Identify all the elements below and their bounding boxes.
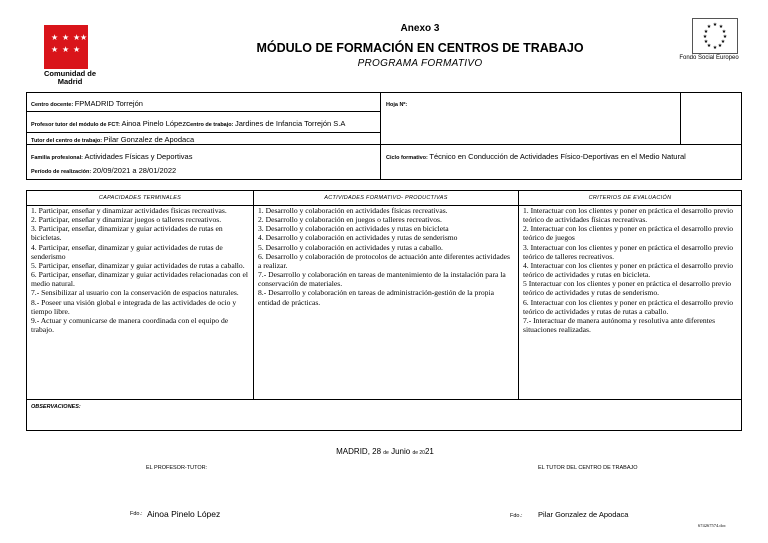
capacidades-list [31,206,249,334]
svg-text:★: ★ [712,22,718,28]
svg-text:★: ★ [717,43,723,49]
col-header-criterios: CRITERIOS DE EVALUACIÓN [588,195,672,201]
centro-docente-value: FPMADRID Torrejón [74,99,143,108]
profesor-value: Ainoa Pinelo López [121,119,187,128]
info-table [26,92,742,180]
profesor-label: Profesor tutor del módulo de FCT: [31,122,120,128]
actividad-item: 3. Desarrollo y colaboración en actividades y rutas en bicicleta [258,224,449,234]
actividad-item: 6. Desarrollo y colaboración de protocolos de actuación ante diferentes actividades a realizar. [258,251,510,270]
tutor-centro-row [31,135,194,144]
ciclo-row [386,152,686,161]
org-name: Comunidad de Madrid [43,69,97,86]
tutor-centro-value: Pilar Gonzalez de Apodaca [103,135,195,144]
criterio-item: 1. Interactuar con los clientes y poner en práctica el desarrollo previo teórico de actividades físicas recreativas. [523,206,734,225]
actividad-item: 7.- Desarrollo y colaboración en tareas de mantenimiento de la instalación para la conservación de materiales. [258,270,506,289]
fdo-label-2: Fdo.: [510,513,523,519]
criterio-item: 7.- Interactuar de manera autónoma y resolutiva ante diferentes situaciones realizadas. [523,315,716,335]
signer-tutor-name: Pilar Gonzalez de Apodaca [538,510,629,519]
svg-text:★: ★ [712,45,718,51]
capacidad-item: 1. Participar, enseñar y dinamizar actividades físicas recreativas. [31,206,227,215]
actividad-item: 8.- Desarrollo y colaboración en tareas de administración-gestión de la propia entidad de prácticas. [258,288,494,307]
observaciones-label: OBSERVACIONES: [31,404,81,410]
ciclo-value: Técnico en Conducción de Actividades Físico-Deportivas en el Medio Natural [429,152,686,161]
actividad-item: 5. Desarrollo y colaboración en actividades y rutas a caballo. [258,242,443,252]
criterio-item: 5 Interactuar con los clientes y poner en práctica el desarrollo previo teórico de actividades y rutas de senderismo. [523,279,732,298]
actividades-list [258,206,515,307]
date-de-2: de 20 [412,450,425,456]
profesor-row [31,119,345,128]
hoja-row [386,99,407,108]
capacidad-item: 3. Participar, enseñar, dinamizar y guiar actividades de rutas en bicicletas. [31,224,223,243]
eu-flag-icon [692,18,738,54]
actividad-item: 1. Desarrollo y colaboración en actividades físicas recreativas. [258,206,448,215]
svg-text:★: ★ [718,24,724,30]
tutor-centro-label: Tutor del centro de trabajo: [31,138,103,144]
capacidad-item: 9.- Actuar y comunicarse de manera coordinada con el equipo de trabajo. [31,315,229,335]
date-year: 21 [424,447,434,456]
periodo-row [31,166,176,175]
familia-value: Actividades Físicas y Deportivas [84,152,193,161]
capacidad-item: 5. Participar, enseñar, dinamizar y guiar actividades de rutas a caballo. [31,260,245,270]
criterios-list [523,206,738,334]
svg-text:★: ★ [703,29,709,35]
svg-text:★: ★ [720,39,726,45]
periodo-label: Período de realización: [31,169,92,175]
training-program-table [26,190,742,431]
actividad-item: 2. Desarrollo y colaboración en juegos o talleres recreativos. [258,215,442,225]
page-title: MÓDULO DE FORMACIÓN EN CENTROS DE TRABAJO [256,41,584,55]
svg-text:★: ★ [721,29,727,35]
date-de-1: de [383,450,389,456]
criterio-item: 2. Interactuar con los clientes y poner en práctica el desarrollo previo teórico de juegos [523,224,734,243]
capacidad-item: 7.- Sensibilizar al usuario con la conservación de espacios naturales. [31,288,239,298]
periodo-value: 20/09/2021 a 28/01/2022 [92,166,177,175]
annex-label: Anexo 3 [400,23,440,34]
familia-label: Familia profesional: [31,155,83,161]
actividad-item: 4. Desarrollo y colaboración en actividades y rutas de senderismo [258,233,458,243]
capacidad-item: 4. Participar, enseñar, dinamizar y guiar actividades de rutas de senderismo [31,242,223,261]
capacidad-item: 6. Participar, enseñar, dinamizar y guiar actividades relacionadas con el medio natural. [31,270,248,289]
date-month: Junio [391,447,411,456]
profesor-tutor-label: EL PROFESOR-TUTOR: [146,465,208,471]
centro-docente-label: Centro docente: [31,102,74,108]
familia-row [31,152,192,161]
col-header-actividades: ACTIVIDADES FORMATIVO- PRODUCTIVAS [324,195,448,201]
page-subtitle: PROGRAMA FORMATIVO [357,58,483,69]
date-city: MADRID, 28 [336,447,382,456]
capacidad-item: 8.- Poseer una visión global e integrada de las actividades de ocio y tiempo libre. [31,297,237,316]
svg-text:★: ★ [703,39,709,45]
ciclo-label: Ciclo formativo: [386,155,428,161]
svg-text:★: ★ [706,24,712,30]
svg-text:★: ★ [706,43,712,49]
date-line [300,447,470,456]
fdo-label-1: Fdo.: [130,511,143,517]
col-header-capacidades: CAPACIDADES TERMINALES [98,195,182,201]
tutor-centro-trabajo-label: EL TUTOR DEL CENTRO DE TRABAJO [538,465,638,471]
document-code: 674267574.doc [698,523,726,528]
centro-trabajo-value: Jardines de Infancia Torrejón S.A [235,119,346,128]
svg-text:★: ★ [722,34,728,40]
svg-text:★: ★ [702,34,708,40]
criterio-item: 4. Interactuar con los clientes y poner en práctica el desarrollo previo teórico de actividades y rutas en bicicleta. [523,260,734,280]
criterio-item: 6. Interactuar con los clientes y poner en práctica el desarrollo previo teórico de actividades y rutas de rutas a caballo. [523,297,734,316]
signer-profesor-name: Ainoa Pinelo López [147,509,221,519]
centro-docente-row [31,99,143,108]
hoja-label: Hoja Nº: [386,102,408,108]
comunidad-madrid-logo: ★ ★ ★ ★ ★ ★ ★ [44,25,88,69]
fund-label: Fondo Social Europeo [679,55,739,61]
centro-trabajo-label: Centro de trabajo: [186,122,234,128]
capacidad-item: 2. Participar, enseñar y dinamizar juegos o talleres recreativos. [31,215,222,225]
criterio-item: 3. Interactuar con los clientes y poner en práctica el desarrollo previo teórico de talleres recreativos. [523,242,734,261]
